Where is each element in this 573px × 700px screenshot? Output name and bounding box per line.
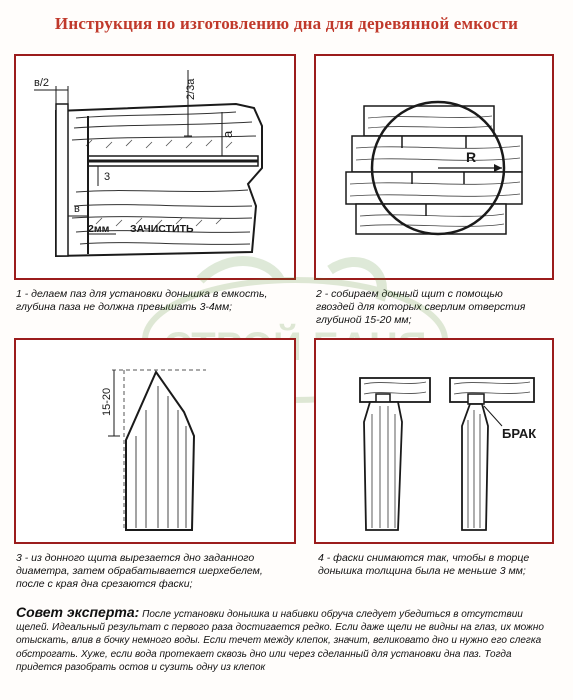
caption-line: после с края дна срезаются фаски;	[16, 578, 193, 590]
caption-line: глубина паза не должна превышать 3-4мм;	[16, 301, 233, 313]
advice-heading: Совет эксперта:	[16, 604, 140, 620]
label-two-thirds-a: 2/3а	[185, 78, 197, 100]
label-r: R	[466, 149, 477, 165]
label-b: в	[74, 203, 80, 215]
caption-line: 4 - фаски снимаются так, чтобы в торце	[318, 552, 530, 564]
label-two-mm: 2мм	[88, 223, 110, 235]
caption-step-1	[16, 288, 298, 314]
caption-line: 3 - из донного щита вырезается дно заданного	[16, 552, 255, 564]
caption-line: донышка толщина была не меньше 3 мм;	[318, 565, 526, 577]
caption-step-4	[318, 552, 563, 578]
page-title: Инструкция по изготовлению дна для деревянной емкости	[54, 14, 519, 33]
panel-groove-diagram	[14, 54, 296, 280]
advice-text: После установки донышка и набивки обруча следует убедиться в отсутствии щелей. Идеальный результат с первого раза достигается редко. Если даже щели не видны на глаз, их можно отыскать, влив в бочку немного воды. Если течет между клепок, значит, великовато дно и нужно его слегка обстрогать. Хуже, если вода протекает сквозь дно или через сделанный для установки дна паз. Тогда придется разобрать остов и сузить одну из клепок	[16, 609, 544, 673]
bevel-check-drawing	[316, 340, 552, 542]
label-three: 3	[104, 171, 111, 183]
groove-drawing	[16, 56, 294, 278]
caption-line: диаметра, затем обрабатывается шерхебелем,	[16, 565, 263, 577]
caption-line: глубиной 15-20 мм;	[316, 314, 412, 326]
panel-bevel-cut-diagram	[14, 338, 296, 544]
caption-line: 2 - собираем донный щит с помощью	[316, 288, 503, 300]
label-defect: БРАК	[502, 426, 537, 441]
label-b2: в/2	[34, 77, 50, 89]
caption-step-3	[16, 552, 306, 591]
caption-line: 1 - делаем паз для установки донышка в емкость,	[16, 288, 268, 300]
panel-shield-diagram	[314, 54, 554, 280]
expert-advice	[16, 606, 558, 674]
caption-step-2	[316, 288, 561, 327]
label-a: а	[220, 130, 235, 138]
label-depth: 15-20	[101, 387, 113, 416]
shield-drawing	[316, 56, 552, 278]
label-clean: ЗАЧИСТИТЬ	[130, 223, 194, 235]
panel-bevel-check-diagram	[314, 338, 554, 544]
caption-line: гвоздей для которых сверлим отверстия	[316, 301, 526, 313]
bevel-cut-drawing	[16, 340, 294, 542]
